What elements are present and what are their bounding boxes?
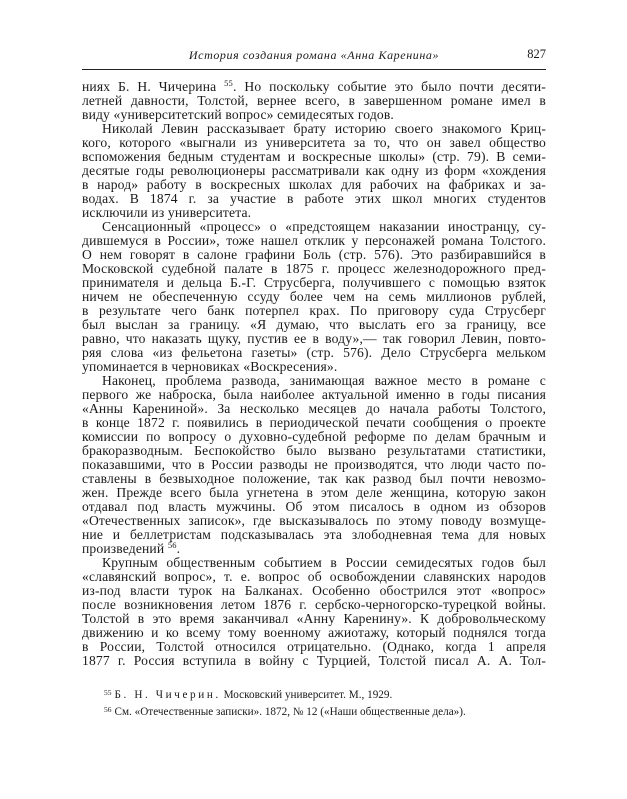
- text-line: движению и ко всему тому военному ажиотажу, который поднялся тогда: [82, 625, 546, 640]
- footnote-author: Б. Н. Чичерин.: [114, 689, 221, 701]
- text-line: был выслан за границу. «Я думаю, что выслать его за границу, все: [82, 317, 546, 332]
- text-line: исключили из университета.: [82, 205, 252, 220]
- text-line: Крупным общественным событием в России семидесятых годов был: [102, 555, 546, 570]
- text-line: водах. В 1874 г. за участие в работе этих школ многих студентов: [82, 191, 546, 206]
- footnote-number: 56: [104, 704, 112, 714]
- text-line: комиссии по вопросу о духовно-судебной реформе по делам брачным и: [82, 429, 546, 444]
- page-number: 827: [527, 47, 546, 61]
- footnote-56: [82, 703, 546, 720]
- text-line: «Анны Карениной». За несколько месяцев до начала работы Толстого,: [82, 401, 546, 416]
- text-line: жен. Прежде всего была угнетена в этом деле женщина, которую закон: [82, 485, 546, 500]
- running-title: История создания романа «Анна Каренина»: [188, 48, 440, 62]
- text-line: [82, 542, 546, 556]
- text-line: кого, которого «выгнали из университета за то, что он завел общество: [82, 135, 546, 150]
- text-line: Наконец, проблема развода, занимающая важное место в романе с: [102, 373, 546, 388]
- header-rule: [82, 69, 546, 70]
- line-text: . Но поскольку событие это было почти десяти-: [232, 79, 546, 94]
- text-line: в конце 1872 г. появились в периодической печати сообщения о проекте: [82, 415, 546, 430]
- text-line: в народ» работу в воскресных школах для рабочих на фабриках и за-: [82, 177, 546, 192]
- text-line: «Отечественных записок», где высказывалось по этому поводу возмуще-: [82, 513, 546, 528]
- text-line: Московской судебной палате в 1875 г. процесс железнодорожного пред-: [82, 261, 546, 276]
- text-line: ставлены в безвыходное положение, так как развод был почти невозмо-: [82, 471, 546, 486]
- paragraph: [82, 80, 546, 122]
- text-line: [82, 80, 546, 94]
- text-line: Толстой в это время заканчивал «Анну Каренину». К добровольческому: [82, 611, 546, 626]
- footnote-55: [82, 686, 546, 703]
- line-text: ниях Б. Н. Чичерина: [82, 79, 217, 94]
- text-line: отдавал под власть мужчины. Об этом писалось в одном из обзоров: [82, 499, 546, 514]
- paragraph: [82, 122, 546, 220]
- text-line: после возникновения летом 1876 г. сербско-черногорско-турецкой войны.: [82, 597, 546, 612]
- footnote-number: 55: [104, 688, 112, 697]
- text-line: виду «университетский вопрос» семидесятых годов.: [82, 107, 394, 122]
- text-line: принимателя и дельца Б.-Г. Струсберга, получившего с помощью взяток: [82, 275, 546, 290]
- text-line: десятые годы революционеры рассматривали как одну из форм «хождения: [82, 163, 546, 178]
- footnote-text: См. «Отечественные записки». 1872, № 12 («Наши общественные дела»).: [114, 705, 466, 718]
- text-line: 1877 г. Россия вступила в войну с Турцией, Толстой писал А. А. Тол-: [82, 653, 546, 668]
- text-line: летней давности, Толстой, вернее всего, в завершенном романе имел в: [82, 93, 546, 108]
- line-text: произведений: [82, 541, 165, 556]
- text-line: вспоможения бедным студентам и воскресные школы» (стр. 79). В семи-: [82, 149, 546, 164]
- text-line: из-под власти турок на Балканах. Особенно обострился этот «вопрос»: [82, 583, 546, 598]
- paragraph: [82, 220, 546, 374]
- paragraph: [82, 556, 546, 668]
- text-line: показавшими, что в России разводы не производятся, что люди часто по-: [82, 457, 546, 472]
- text-line: бракоразводным. Беспокойство было вызвано результатами статистики,: [82, 443, 546, 458]
- footnote-ref[interactable]: 55: [224, 78, 233, 88]
- text-line: О нем говорят в салоне графини Боль (стр. 576). Это разбиравшийся в: [82, 247, 546, 262]
- footnote-ref[interactable]: 56: [167, 540, 177, 550]
- text-line: «славянский вопрос», т. е. вопрос об освобождении славянских народов: [82, 569, 546, 584]
- footnote-text: Московский университет. М., 1929.: [220, 689, 393, 701]
- text-line: дившемуся в России», тоже нашел отклик у персонажей романа Толстого.: [82, 233, 546, 248]
- body-text: [82, 80, 546, 668]
- text-line: ничем не обеспеченную ссуду более чем на семь миллионов рублей,: [82, 289, 546, 304]
- text-line: в результате чего банк потерпел крах. По приговору суда Струсберг: [82, 303, 546, 318]
- text-line: Николай Левин рассказывает брату историю своего знакомого Криц-: [102, 121, 546, 136]
- line-text: .: [176, 541, 181, 556]
- text-line: упоминается в черновиках «Воскресения».: [82, 359, 338, 374]
- text-line: равно, что наказать щуку, пустив ее в воду»,— так говорил Левин, повто-: [82, 331, 546, 346]
- footnotes: [82, 686, 546, 719]
- text-line: в России, Толстой относился отрицательно. (Однако, когда 1 апреля: [82, 639, 546, 654]
- paragraph: [82, 374, 546, 556]
- text-line: ряя слова «из фельетона газеты» (стр. 576). Дело Струсберга мельком: [82, 345, 546, 360]
- text-line: Сенсационный «процесс» о «предстоящем наказании иностранцу, су-: [102, 219, 546, 234]
- text-line: ние и беллетристам подсказывалась эта злободневная тема для новых: [82, 527, 546, 542]
- page-header: [82, 45, 546, 67]
- text-line: первого же наброска, была наиболее актуальной именно в годы писания: [82, 387, 546, 402]
